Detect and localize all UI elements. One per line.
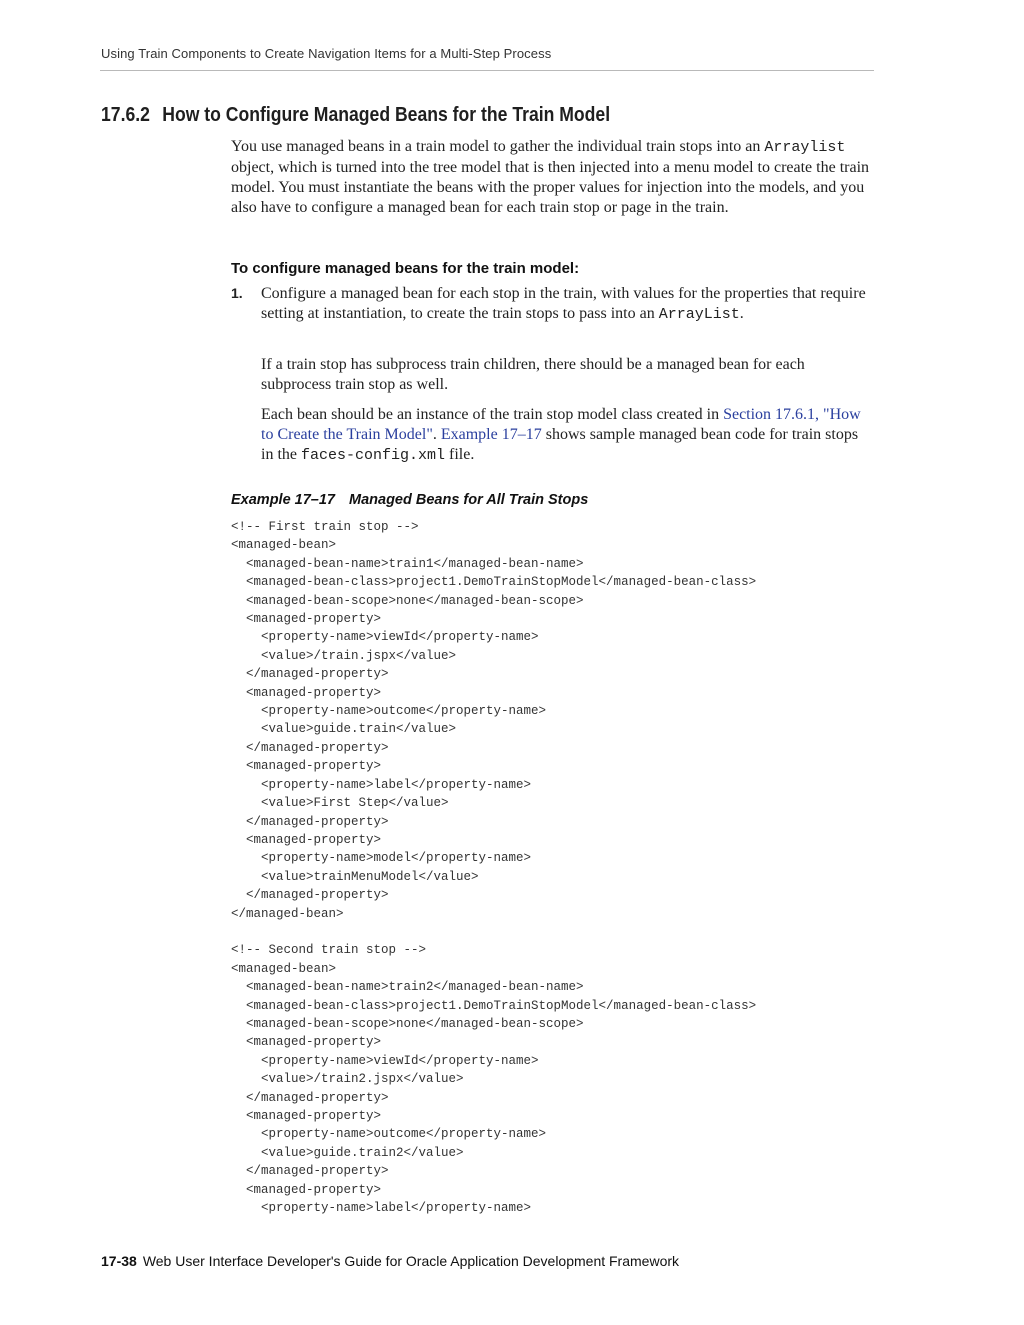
page-number: 17-38 [101, 1253, 137, 1269]
example-label: Example 17–17 [231, 492, 335, 508]
book-title: Web User Interface Developer's Guide for Oracle Application Development Framework [142, 1253, 680, 1269]
step-text-1-end: . [739, 305, 744, 322]
step-paragraph-1 [261, 284, 873, 325]
step-text-3a: Each bean should be an instance of the train stop model class created in [261, 406, 724, 423]
code-listing: <!-- First train stop --> <managed-bean> <managed-bean-name>train1</managed-bean-name> <managed-bean-class>project1.DemoTrainStopModel</managed-bean-class> <managed-bean-scope>none</managed-bean-scope> <managed-property> <property-name>viewId</property-name> <value>/train.jspx</value> </managed-property> <managed-property> <property-name>outcome</property-name> <value>guide.train</value> </managed-property> <managed-property> <property-name>label</property-name> <value>First Step</value> </managed-property> <managed-property> <property-name>model</property-name> <value>trainMenuModel</value> </managed-property> </managed-bean> <!-- Second train stop --> <managed-bean> <managed-bean-name>train2</managed-bean-name> <managed-bean-class>project1.DemoTrainStopModel</managed-bean-class> <managed-bean-scope>none</managed-bean-scope> <managed-property> <property-name>viewId</property-name> <value>/train2.jspx</value> </managed-property> <managed-property> <property-name>outcome</property-name> <value>guide.train2</value> </managed-property> <managed-property> <property-name>label</property-name> [231, 520, 757, 1216]
example-caption: Managed Beans for All Train Stops [349, 492, 589, 508]
step-number: 1. [231, 285, 243, 301]
example-title [231, 492, 588, 508]
intro-paragraph [231, 137, 871, 218]
step-code-arraylist: ArrayList [658, 306, 740, 323]
intro-text-1: You use managed beans in a train model to gather the individual train stops into an [231, 138, 765, 155]
step-paragraph-2 [261, 355, 873, 395]
section-17-6-1-link[interactable]: Section 17.6.1, "How to Create the Train Model" [261, 406, 861, 443]
step-paragraph-3 [261, 405, 873, 466]
page-footer [101, 1253, 679, 1269]
intro-code-arraylist: Arraylist [764, 139, 846, 156]
step-text-2: If a train stop has subprocess train children, there should be a managed bean for each subprocess train stop as well. [261, 356, 805, 393]
example-17-17-link[interactable]: Example 17–17 [440, 426, 542, 443]
section-heading [101, 104, 610, 127]
running-header: Using Train Components to Create Navigation Items for a Multi-Step Process [101, 46, 552, 61]
header-divider [100, 70, 874, 71]
intro-text-2: object, which is turned into the tree model that is then injected into a menu model to create the train model. You must instantiate the beans with the proper values for injection into the models, and you also have to configure a managed bean for each train stop or page in the train. [231, 159, 870, 216]
step-text-3c: shows sample managed bean code for train stops in the [261, 426, 859, 463]
intro-paragraph-block [231, 137, 871, 218]
procedure-heading: To configure managed beans for the train model: [231, 260, 580, 277]
step-text-3b: . [432, 426, 441, 443]
section-title: How to Configure Managed Beans for the Train Model [162, 104, 611, 126]
step-code-faces-config: faces-config.xml [301, 447, 446, 464]
step-text-1: Configure a managed bean for each stop in the train, with values for the properties that require setting at instantiation, to create the train stops to pass into an [261, 285, 866, 322]
step-text-3d: file. [445, 446, 475, 463]
section-number: 17.6.2 [101, 104, 150, 126]
